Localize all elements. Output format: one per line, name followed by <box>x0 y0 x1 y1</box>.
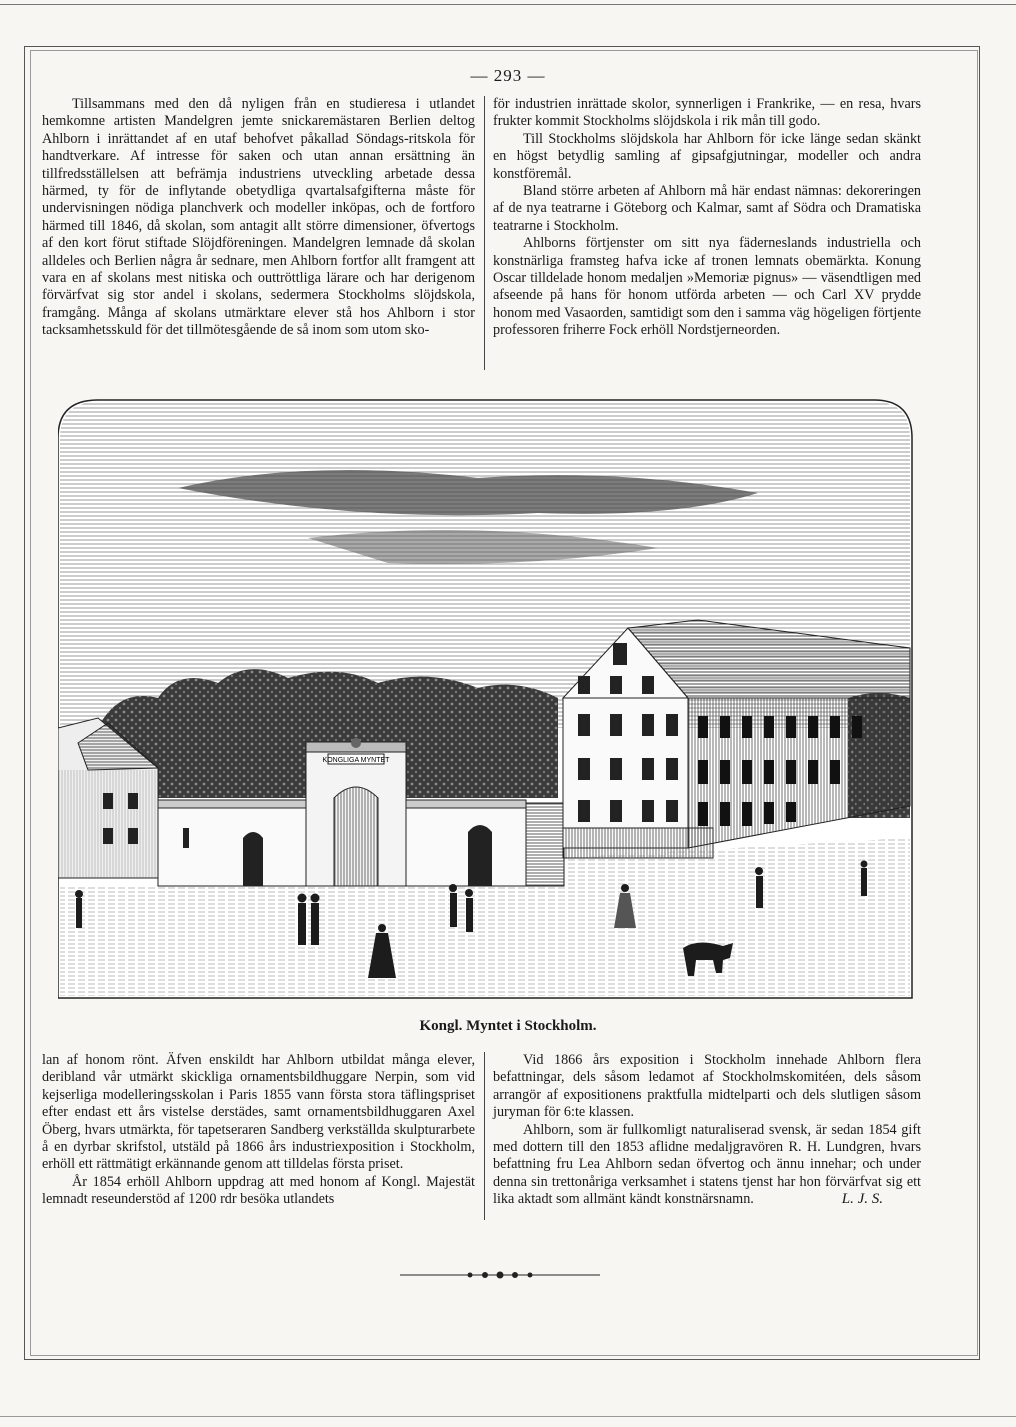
paragraph: Tillsammans med den då nyligen från en studieresa i utlandet hemkomne artisten Mandelgren jemte snickaremästaren Berlien deltog Ahlborn i inrättandet af en utaf behofvet påkallad Söndags-ritskola för handtverkare. Af intresse för saken och utan annan ersättning än tillfredsställelsen att befrämja industriens utveckling arbetade dessa härmed, ty för de inflytande obetydliga qvartalsafgifterna måste för undervisningen nödiga planchverk och modeller inköpas, och de fortforo härmed till 1846, då skolan, som antagit allt större dimensioner, öfvertogs af den kort förut stiftade Slöjdföreningen. Mandelgren lemnade då skolan alldeles och Berlien några år sednare, men Ahlborn fortfor allt framgent att vara en af skolans mest nitiska och outtröttliga lärare och har derigenom förvärfvat sig stor andel i skolans, sedermera Stockholms slöjdskola, framgång. Många af skolans utmärktare elever stå hos Ahlborn i stor tacksamhetsskuld för det tillmötesgående de så inom som utom sko- <box>42 96 475 339</box>
column-bottom-right <box>493 1052 921 1209</box>
paragraph: för industrien inrättade skolor, synnerligen i Frankrike, — en resa, hvars frukter kommit Stockholms slöjdskola i rik mån till godo. <box>493 96 921 130</box>
gate-sign: KONGLIGA MYNTET <box>322 757 390 764</box>
paragraph: Vid 1866 års exposition i Stockholm innehade Ahlborn flera befattningar, dels såsom ledamot af Stockholmskomitéen, dels såsom arrangör af expositionens praktfulla midtelparti och dels slutligen såsom juryman för 6:te klassen. <box>493 1052 921 1121</box>
author-signature: L. J. S. <box>841 1191 883 1208</box>
column-top-right <box>493 96 921 340</box>
top-rule <box>0 4 1016 5</box>
paragraph: Bland större arbeten af Ahlborn må här endast nämnas: dekoreringen af de nya teatrarne i Göteborg och Kalmar, samt af Södra och Dramatiska teatrarne i Stockholm. <box>493 183 921 234</box>
column-bottom-left <box>42 1052 475 1209</box>
paragraph: lan af honom rönt. Äfven enskildt har Ahlborn utbildat många elever, deribland vår utmärkt skickliga ornamentsbildhuggare Nerpin, som vid kejserliga modelleringsskolan i Paris 1855 vann första stora täflingspriset efter endast ett års vistelse derstädes, samt ornamentsbildhuggaren Axel Öberg, hvars utmärkta, för tapetseraren Sandberg verkställda skulpturarbete å en dyrbar skrifstol, utstäld på 1866 års industriexposition i Stockholm, erhöll ett rättmätigt erkännande genom att tilldelas första priset. <box>42 1052 475 1173</box>
paragraph-text: Ahlborn, som är fullkomligt naturaliserad svensk, är sedan 1854 gift med dottern till den 1853 aflidne medaljgravören R. H. Lundgren, hvars befattning fru Lea Ahlborn sedan öfvertog och ännu innehar; och under denna sin trettonåriga verksamhet i statens tjenst har hon förvärfvat sig ett lika aktadt som allmänt kändt konstnärsnamn. <box>493 1121 921 1208</box>
column-divider <box>484 1052 485 1220</box>
paragraph <box>493 1122 921 1209</box>
paragraph: Ahlborns förtjenster om sitt nya fäderneslands industriella och konstnärliga framsteg hafva icke af tronen lemnats obemärkta. Konung Oscar tilldelade honom medaljen »Memoriæ pignus» — väsendtligen med afseende på hans för honom utförda arbeten — och Carl XV prydde honom med Vasaorden, samtidigt som den i samma väg högeligen förtjente professoren friherre Fock erhöll Nordstjerneorden. <box>493 235 921 339</box>
end-ornament <box>400 1271 600 1279</box>
page-number: — 293 — <box>470 66 546 85</box>
figure-caption: Kongl. Myntet i Stockholm. <box>419 1018 597 1034</box>
engraving-illustration <box>58 398 914 1000</box>
column-top-left <box>42 96 475 340</box>
paragraph: År 1854 erhöll Ahlborn uppdrag att med honom af Kongl. Majestät lemnadt reseunderstöd af 1200 rdr besöka utlandets <box>42 1173 475 1208</box>
paragraph: Till Stockholms slöjdskola har Ahlborn för icke länge sedan skänkt en högst betydlig samling af gipsafgjutningar, modeller och andra konstföremål. <box>493 130 921 182</box>
column-divider <box>484 96 485 370</box>
bottom-rule <box>0 1416 1016 1417</box>
